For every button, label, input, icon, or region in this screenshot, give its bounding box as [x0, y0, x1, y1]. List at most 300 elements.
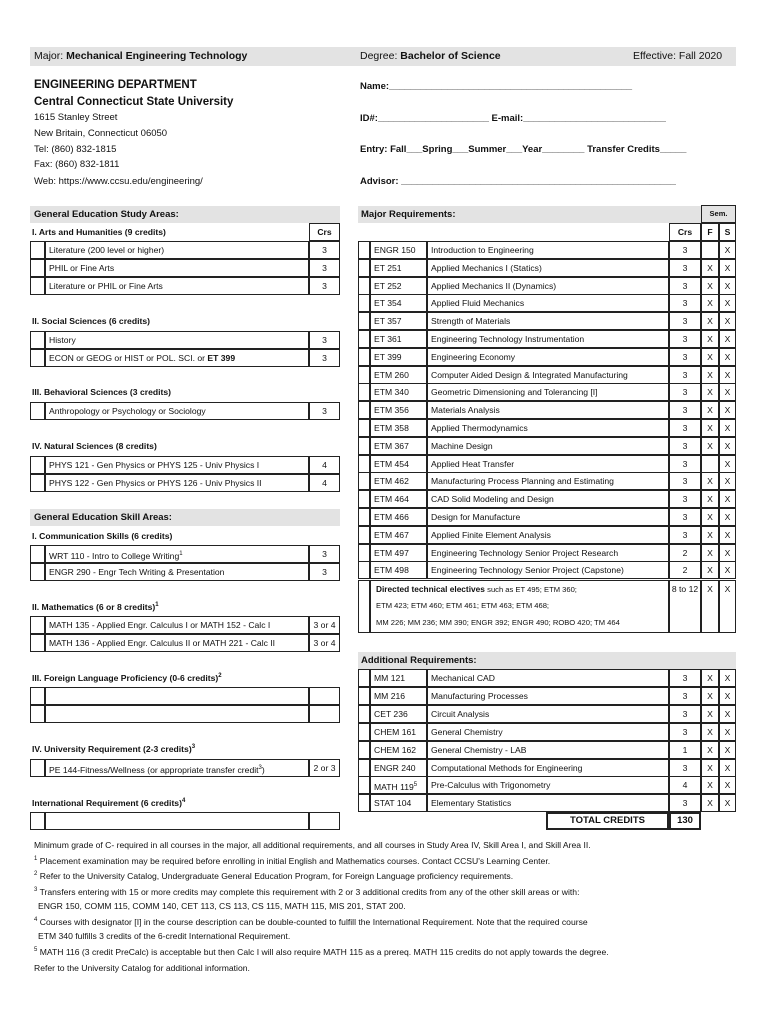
- course-code-text: STAT 104: [374, 798, 412, 809]
- credits-cell: 3: [309, 277, 340, 295]
- blank-course-cell[interactable]: [45, 812, 309, 830]
- spring-offered: X: [719, 544, 736, 562]
- spring-offered: X: [719, 669, 736, 687]
- course-code-text: ENGR 150: [374, 245, 416, 255]
- course-code-text: CET 236: [374, 708, 408, 719]
- electives-line-1: [376, 584, 577, 594]
- fall-offered: X: [701, 705, 719, 723]
- checkbox-cell[interactable]: [358, 419, 370, 437]
- course-title: Strength of Materials: [427, 312, 669, 330]
- blank-course-cell[interactable]: [45, 705, 309, 723]
- dept-name: ENGINEERING DEPARTMENT: [34, 79, 197, 91]
- footnote-intro: Minimum grade of C- required in all courses in the major, all additional requirements, and all courses in Study Area IV, Skill Area I, and Skill Area II.: [34, 840, 591, 850]
- course-title: Mechanical CAD: [427, 669, 669, 687]
- math-title-sup: 1: [155, 602, 159, 609]
- checkbox-cell[interactable]: [30, 456, 45, 474]
- course-code: [370, 312, 427, 330]
- checkbox-cell[interactable]: [358, 508, 370, 526]
- checkbox-cell[interactable]: [358, 794, 370, 812]
- course-code: [370, 259, 427, 277]
- total-credits-label: TOTAL CREDITS: [546, 812, 669, 830]
- footnote-1: [34, 856, 550, 866]
- course-code: [370, 508, 427, 526]
- course-title: Elementary Statistics: [427, 794, 669, 812]
- footnote-1-mark: 1: [34, 856, 38, 863]
- web: Web: https://www.ccsu.edu/engineering/: [34, 176, 203, 187]
- course-cell: [45, 331, 309, 349]
- credits-cell: 3: [309, 241, 340, 259]
- spring-offered: X: [719, 455, 736, 473]
- checkbox-cell[interactable]: [30, 687, 45, 705]
- course-code-text: MM 121: [374, 673, 406, 683]
- effective-date: Effective: Fall 2020: [633, 50, 723, 62]
- major-line: [34, 50, 247, 62]
- comm-title: I. Communication Skills (6 credits): [32, 531, 173, 541]
- lang-title-sup: 2: [218, 673, 222, 680]
- course-title: Engineering Technology Instrumentation: [427, 330, 669, 348]
- blank-credits-cell[interactable]: [309, 687, 340, 705]
- course-name: Anthropology or Psychology or Sociology: [49, 406, 206, 416]
- footnote-4b: ETM 340 fulfills 3 credits of the 6-credit International Requirement.: [38, 931, 291, 941]
- checkbox-cell[interactable]: [358, 526, 370, 544]
- intl-title-sup: 4: [181, 798, 186, 805]
- fall-offered: X: [701, 687, 719, 705]
- section-title-arts: I. Arts and Humanities (9 credits): [32, 227, 166, 237]
- spring-offered: X: [719, 776, 736, 794]
- fall-offered: X: [701, 526, 719, 544]
- course-code: [370, 330, 427, 348]
- course-code-text: ENGR 240: [374, 762, 416, 773]
- checkbox-cell[interactable]: [358, 383, 370, 401]
- fall-offered: X: [701, 669, 719, 687]
- spring-offered: X: [719, 277, 736, 295]
- checkbox-cell[interactable]: [30, 563, 45, 581]
- fall-offered: X: [701, 508, 719, 526]
- crs-header: Crs: [669, 223, 701, 241]
- checkbox-cell[interactable]: [30, 759, 45, 777]
- course-code-text: ET 252: [374, 280, 402, 291]
- spring-offered: X: [719, 472, 736, 490]
- blank-credits-cell[interactable]: [309, 812, 340, 830]
- footnote-final: Refer to the University Catalog for additional information.: [34, 963, 250, 973]
- credits-cell: 3: [669, 705, 701, 723]
- course-code-text: MM 216: [374, 690, 406, 701]
- course-code: [370, 401, 427, 419]
- course-name: History: [49, 335, 76, 345]
- univ-title: [32, 744, 195, 754]
- checkbox-cell[interactable]: [30, 634, 45, 652]
- fall-offered: X: [701, 490, 719, 508]
- spring-offered: X: [719, 348, 736, 366]
- course-cell: [45, 456, 309, 474]
- course-cell: [45, 241, 309, 259]
- credits-cell: 4: [309, 456, 340, 474]
- credits-cell: 3: [669, 794, 701, 812]
- footnote-3b: ENGR 150, COMM 115, COMM 140, CET 113, CS 113, CS 115, MATH 115, MIS 201, STAT 200.: [38, 901, 406, 911]
- spring-header: S: [719, 223, 736, 241]
- fall-offered: [701, 241, 719, 259]
- checkbox-cell[interactable]: [358, 294, 370, 312]
- course-name: PE 144-Fitness/Wellness (or appropriate transfer credit: [49, 764, 259, 775]
- course-code: [370, 687, 427, 705]
- credits-cell: 3: [669, 366, 701, 384]
- course-code: [370, 544, 427, 562]
- checkbox-cell[interactable]: [358, 741, 370, 759]
- footnote-2: [34, 871, 513, 881]
- course-name: MATH 135 - Applied Engr. Calculus I or MATH 152 - Calc I: [49, 620, 271, 630]
- credits-cell: 4: [309, 474, 340, 492]
- fall-offered: X: [701, 472, 719, 490]
- credits-cell: 2 or 3: [309, 759, 340, 777]
- course-title: Computer Aided Design & Integrated Manufacturing: [427, 366, 669, 384]
- course-footnote-mark: 1: [179, 551, 183, 557]
- fall-offered: X: [701, 312, 719, 330]
- footnote-1-text: Placement examination may be required before enrolling in initial English and Mathematics courses. Contact CCSU's Learning Center.: [39, 856, 551, 866]
- course-cell: [45, 402, 309, 420]
- id-email-field[interactable]: ID#:_____________________ E-mail:___________________________: [360, 113, 666, 124]
- fall-offered: X: [701, 794, 719, 812]
- gen-ed-crs-header: Crs: [309, 223, 340, 241]
- course-code: [370, 419, 427, 437]
- credits-cell: 3: [669, 348, 701, 366]
- checkbox-cell[interactable]: [358, 759, 370, 777]
- section-title-natural: IV. Natural Sciences (8 credits): [32, 441, 157, 451]
- credits-cell: 3 or 4: [309, 634, 340, 652]
- footnote-4-text-a: Courses with designator [I] in the course description can be double-counted to fulfill the International Requirement. Note that the required course: [39, 917, 588, 927]
- course-title: Applied Mechanics I (Statics): [427, 259, 669, 277]
- credits-cell: 3: [309, 563, 340, 581]
- fall-offered: X: [701, 330, 719, 348]
- course-code-text: ET 361: [374, 334, 402, 344]
- credits-cell: 3: [669, 687, 701, 705]
- electives-crs: 8 to 12: [669, 580, 701, 633]
- total-credits-value: 130: [669, 812, 701, 830]
- course-title: Applied Mechanics II (Dynamics): [427, 277, 669, 295]
- spring-offered: X: [719, 366, 736, 384]
- credits-cell: 3: [309, 259, 340, 277]
- credits-cell: 3: [669, 437, 701, 455]
- spring-offered: X: [719, 419, 736, 437]
- credits-cell: 4: [669, 776, 701, 794]
- course-code-text: ETM 497: [374, 547, 409, 558]
- spring-offered: X: [719, 330, 736, 348]
- fall-offered: X: [701, 294, 719, 312]
- fall-offered: X: [701, 437, 719, 455]
- spring-offered: X: [719, 741, 736, 759]
- course-code-text: MATH 119: [374, 782, 414, 793]
- checkbox-cell[interactable]: [358, 437, 370, 455]
- section-title-behavioral: III. Behavioral Sciences (3 credits): [32, 387, 171, 397]
- checkbox-cell[interactable]: [30, 241, 45, 259]
- name-field[interactable]: Name:______________________________________________: [360, 81, 633, 92]
- math-title: [32, 602, 159, 612]
- electives-line-3: MM 226; MM 236; MM 390; ENGR 392; ENGR 490; ROBO 420; TM 464: [376, 618, 620, 627]
- course-cell: [45, 759, 309, 777]
- checkbox-cell[interactable]: [358, 455, 370, 473]
- course-code-text: ETM 462: [374, 476, 409, 487]
- credits-cell: 3: [669, 401, 701, 419]
- course-cell: [45, 634, 309, 652]
- checkbox-cell[interactable]: [30, 545, 45, 563]
- fall-offered: X: [701, 723, 719, 741]
- checkbox-cell[interactable]: [358, 544, 370, 562]
- fall-offered: X: [701, 383, 719, 401]
- spring-offered: X: [719, 241, 736, 259]
- fall-offered: X: [701, 366, 719, 384]
- course-code: [370, 437, 427, 455]
- checkbox-cell[interactable]: [30, 402, 45, 420]
- fall-offered: X: [701, 419, 719, 437]
- course-title: CAD Solid Modeling and Design: [427, 490, 669, 508]
- spring-offered: X: [719, 687, 736, 705]
- checkbox-cell[interactable]: [30, 331, 45, 349]
- course-code: [370, 490, 427, 508]
- credits-cell: 1: [669, 741, 701, 759]
- spring-offered: X: [719, 259, 736, 277]
- course-code-text: ETM 464: [374, 494, 409, 505]
- credits-cell: 3: [309, 331, 340, 349]
- credits-cell: 3: [669, 455, 701, 473]
- course-code-text: ETM 467: [374, 529, 409, 540]
- course-code: [370, 277, 427, 295]
- course-name: Literature (200 level or higher): [49, 245, 165, 255]
- fall-offered: X: [701, 759, 719, 777]
- course-code-text: CHEM 161: [374, 726, 417, 737]
- course-title: Applied Finite Element Analysis: [427, 526, 669, 544]
- checkbox-cell[interactable]: [30, 616, 45, 634]
- course-code-footnote-mark: 5: [413, 782, 418, 789]
- course-code: [370, 472, 427, 490]
- course-title: Circuit Analysis: [427, 705, 669, 723]
- major-title: Major Requirements:: [361, 209, 456, 220]
- section-title-social: II. Social Sciences (6 credits): [32, 316, 150, 326]
- course-code: [370, 741, 427, 759]
- electives-list-1: such as ET 495; ETM 360;: [487, 585, 577, 594]
- course-code-text: ETM 498: [374, 565, 409, 576]
- spring-offered: X: [719, 490, 736, 508]
- checkbox-cell[interactable]: [358, 312, 370, 330]
- course-code-text: ETM 260: [374, 369, 409, 380]
- credits-cell: 3: [669, 723, 701, 741]
- course-name: PHIL or Fine Arts: [49, 263, 115, 273]
- checkbox-cell[interactable]: [358, 687, 370, 705]
- checkbox-cell[interactable]: [358, 366, 370, 384]
- course-title: General Chemistry - LAB: [427, 741, 669, 759]
- checkbox-cell[interactable]: [358, 472, 370, 490]
- course-title: Computational Methods for Engineering: [427, 759, 669, 777]
- blank-credits-cell[interactable]: [309, 705, 340, 723]
- checkbox-cell[interactable]: [358, 669, 370, 687]
- electives-line-2: ETM 423; ETM 460; ETM 461; ETM 463; ETM 468;: [376, 601, 550, 610]
- degree-line: [360, 50, 501, 62]
- credits-cell: 3: [669, 312, 701, 330]
- course-title: Geometric Dimensioning and Tolerancing [I]: [427, 383, 669, 401]
- footnote-5-mark: 5: [34, 947, 38, 954]
- course-code: [370, 705, 427, 723]
- footnote-3-mark: 3: [34, 887, 38, 894]
- course-name: WRT 110 - Intro to College Writing: [49, 550, 180, 561]
- checkbox-cell[interactable]: [358, 723, 370, 741]
- credits-cell: 3: [669, 508, 701, 526]
- spring-offered: X: [719, 437, 736, 455]
- checkbox-cell[interactable]: [358, 401, 370, 419]
- lang-title: [32, 673, 222, 683]
- course-cell: [45, 563, 309, 581]
- math-title-text: II. Mathematics (6 or 8 credits): [32, 602, 156, 612]
- fax: Fax: (860) 832-1811: [34, 159, 120, 170]
- course-title: Materials Analysis: [427, 401, 669, 419]
- credits-cell: 3: [669, 330, 701, 348]
- electives-check-cell[interactable]: [358, 580, 370, 633]
- entry-field[interactable]: Entry: Fall___Spring___Summer___Year________ Transfer Credits_____: [360, 144, 687, 155]
- fall-offered: X: [701, 544, 719, 562]
- credits-cell: 3: [669, 669, 701, 687]
- course-name-end: ): [261, 764, 265, 775]
- spring-offered: X: [719, 723, 736, 741]
- course-footnote-mark: 3: [258, 765, 262, 771]
- course-code: [370, 526, 427, 544]
- univ-name: Central Connecticut State University: [34, 96, 234, 108]
- additional-title: Additional Requirements:: [361, 655, 477, 666]
- course-name: ECON or GEOG or HIST or POL. SCI. or: [49, 353, 205, 363]
- spring-offered: X: [719, 401, 736, 419]
- course-name: PHYS 122 - Gen Physics or PHYS 126 - Univ Physics II: [49, 478, 262, 488]
- course-code: [370, 561, 427, 579]
- checkbox-cell[interactable]: [358, 348, 370, 366]
- fall-offered: X: [701, 401, 719, 419]
- degree-value: Bachelor of Science: [400, 50, 501, 62]
- course-name-bold: ET 399: [207, 353, 236, 363]
- checkbox-cell[interactable]: [30, 349, 45, 367]
- course-cell: [45, 474, 309, 492]
- course-code-text: ETM 356: [374, 405, 409, 416]
- spring-offered: X: [719, 759, 736, 777]
- course-name: PHYS 121 - Gen Physics or PHYS 125 - Univ Physics I: [49, 460, 260, 470]
- course-code: [370, 241, 427, 259]
- course-code-text: ET 251: [374, 262, 402, 273]
- checkbox-cell[interactable]: [30, 259, 45, 277]
- credits-cell: 3: [309, 402, 340, 420]
- course-name: ENGR 290 - Engr Tech Writing & Presentation: [49, 567, 225, 577]
- address-line-1: 1615 Stanley Street: [34, 112, 118, 123]
- fall-header: F: [701, 223, 719, 241]
- footnote-2-text: Refer to the University Catalog, Undergraduate General Education Program, for Foreign Language proficiency requirements.: [39, 871, 514, 881]
- fall-offered: X: [701, 561, 719, 579]
- course-code: [370, 759, 427, 777]
- credits-cell: 3: [309, 349, 340, 367]
- course-code-text: CHEM 162: [374, 744, 417, 755]
- course-cell: [45, 259, 309, 277]
- checkbox-cell[interactable]: [358, 705, 370, 723]
- course-code: [370, 455, 427, 473]
- footnote-4a: [34, 917, 588, 927]
- fall-offered: X: [701, 776, 719, 794]
- course-code-text: ETM 466: [374, 512, 409, 522]
- course-code: [370, 794, 427, 812]
- checkbox-cell[interactable]: [358, 561, 370, 579]
- major-label: Major:: [34, 50, 64, 62]
- degree-label: Degree:: [360, 50, 398, 62]
- course-title: Machine Design: [427, 437, 669, 455]
- checkbox-cell[interactable]: [358, 490, 370, 508]
- electives-fall: X: [701, 580, 719, 633]
- course-cell: [45, 616, 309, 634]
- blank-course-cell[interactable]: [45, 687, 309, 705]
- course-code: [370, 723, 427, 741]
- sem-header: Sem.: [701, 205, 736, 223]
- checkbox-cell[interactable]: [358, 330, 370, 348]
- course-cell: [45, 545, 309, 563]
- electives-spring: X: [719, 580, 736, 633]
- footnote-3-text-a: Transfers entering with 15 or more credits may complete this requirement with 2 or 3 additional credits from any of the other skill areas or with:: [39, 887, 580, 897]
- checkbox-cell[interactable]: [358, 241, 370, 259]
- course-title: General Chemistry: [427, 723, 669, 741]
- credits-cell: 3: [309, 545, 340, 563]
- course-title: Design for Manufacture: [427, 508, 669, 526]
- course-cell: [45, 277, 309, 295]
- course-title: Introduction to Engineering: [427, 241, 669, 259]
- course-code-text: ETM 358: [374, 423, 409, 433]
- tel: Tel: (860) 832-1815: [34, 144, 117, 155]
- spring-offered: X: [719, 383, 736, 401]
- course-title: Manufacturing Process Planning and Estimating: [427, 472, 669, 490]
- course-title: Engineering Technology Senior Project (Capstone): [427, 561, 669, 579]
- checkbox-cell[interactable]: [30, 277, 45, 295]
- course-code-text: ET 399: [374, 351, 402, 362]
- course-code-text: ET 357: [374, 316, 402, 327]
- credits-cell: 3: [669, 241, 701, 259]
- footnote-3a: [34, 887, 579, 897]
- course-code-text: ET 354: [374, 298, 402, 309]
- course-code: [370, 348, 427, 366]
- fall-offered: X: [701, 277, 719, 295]
- credits-cell: 3 or 4: [309, 616, 340, 634]
- major-value: Mechanical Engineering Technology: [66, 50, 248, 62]
- checkbox-cell[interactable]: [358, 277, 370, 295]
- credits-cell: 3: [669, 526, 701, 544]
- credits-cell: 3: [669, 277, 701, 295]
- advisor-field[interactable]: Advisor: ____________________________________________________: [360, 176, 676, 187]
- fall-offered: [701, 455, 719, 473]
- gen-ed-title: General Education Study Areas:: [34, 209, 179, 220]
- checkbox-cell[interactable]: [358, 259, 370, 277]
- spring-offered: X: [719, 794, 736, 812]
- spring-offered: X: [719, 508, 736, 526]
- spring-offered: X: [719, 312, 736, 330]
- checkbox-cell[interactable]: [30, 474, 45, 492]
- checkbox-cell[interactable]: [30, 812, 45, 830]
- credits-cell: 3: [669, 759, 701, 777]
- checkbox-cell[interactable]: [358, 776, 370, 794]
- intl-title-text: International Requirement (6 credits): [32, 798, 182, 808]
- credits-cell: 2: [669, 561, 701, 579]
- footnote-5-text: MATH 116 (3 credit PreCalc) is acceptable but then Calc I will also require MATH 115 as a prereq. MATH 115 credits do not apply towards the degree.: [39, 947, 609, 957]
- course-code: [370, 366, 427, 384]
- course-title: Manufacturing Processes: [427, 687, 669, 705]
- course-code: [370, 294, 427, 312]
- checkbox-cell[interactable]: [30, 705, 45, 723]
- spring-offered: X: [719, 526, 736, 544]
- fall-offered: X: [701, 741, 719, 759]
- credits-cell: 2: [669, 544, 701, 562]
- intl-title: [32, 798, 185, 808]
- credits-cell: 3: [669, 259, 701, 277]
- course-code: [370, 776, 427, 794]
- univ-title-sup: 3: [191, 744, 196, 751]
- footnote-4-mark: 4: [34, 917, 38, 924]
- footnote-2-mark: 2: [34, 871, 38, 878]
- course-cell: [45, 349, 309, 367]
